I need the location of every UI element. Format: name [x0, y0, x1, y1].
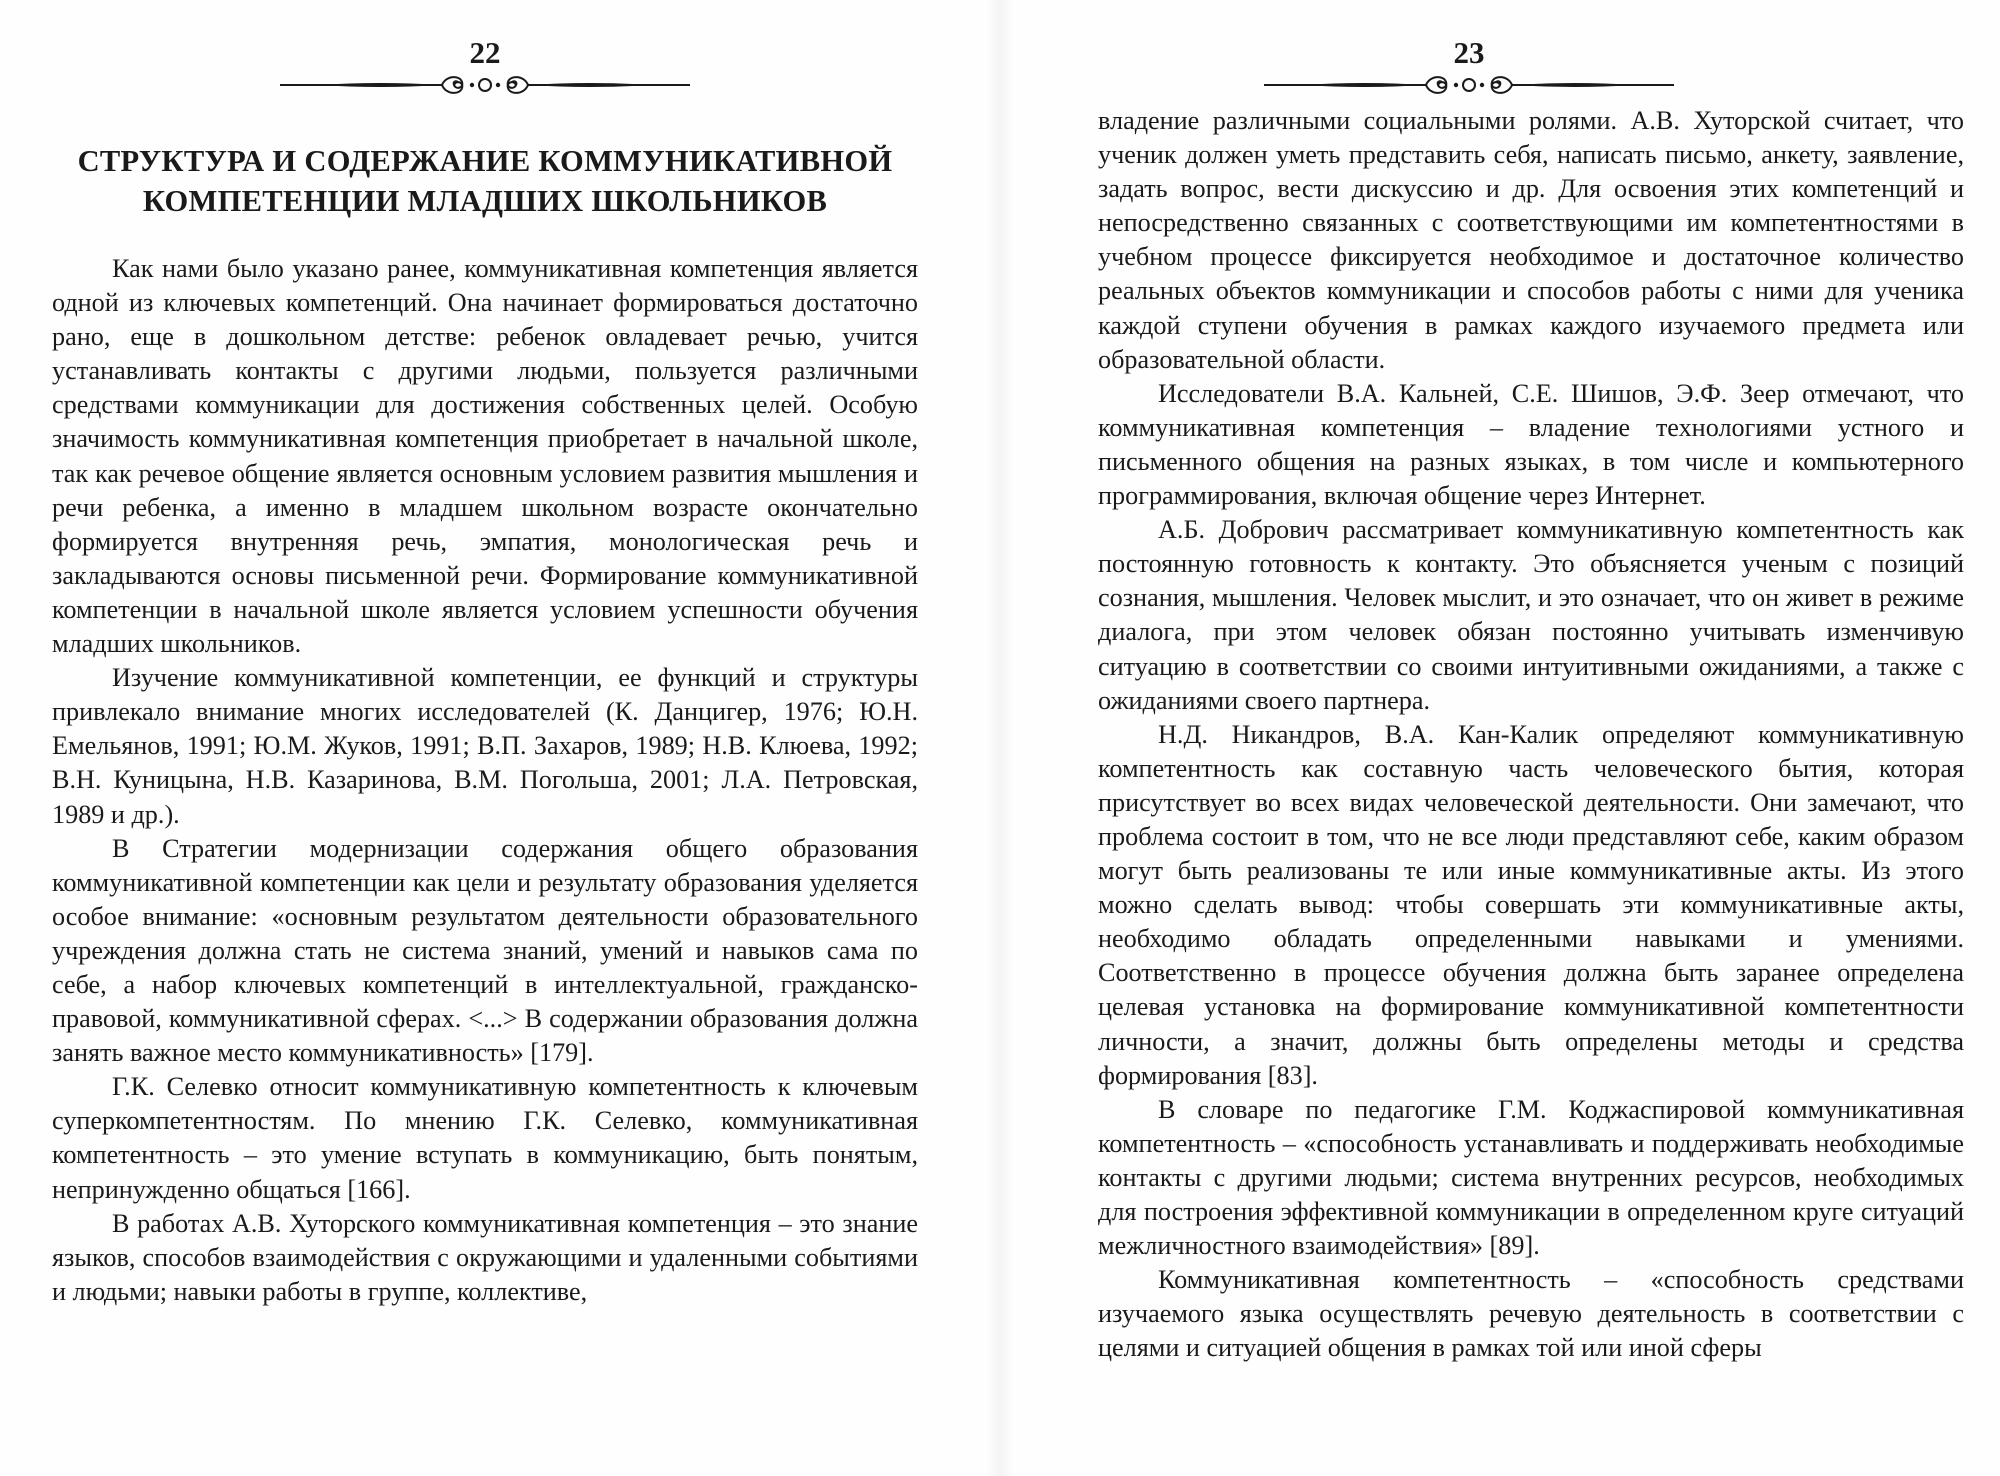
paragraph: А.Б. Добрович рассматривает коммуникативную компетентность как постоянную готовность к контакту. Это объясняется ученым с позиций сознания, мышления. Человек мыслит, и это означает, что он живет в режиме диалога, при этом человек обязан постоянно учитывать изменчивую ситуацию в соответствии со своими интуитивными ожиданиями, а также с ожиданиями своего партнера. [1098, 515, 1964, 715]
paragraph: Как нами было указано ранее, коммуникативная компетенция является одной из ключевых компетенций. Она начинает формироваться достаточно рано, еще в дошкольном детстве: ребенок овладевает речью, учится устанавливать контакты с другими людьми, пользуется различными средствами коммуникации для достижения собственных целей. Особую значимость коммуникативная компетенция приобретает в начальной школе, так как речевое общение является основным условием развития мышления и речи ребенка, а именно в младшем школьном возрасте окончательно формируется внутренняя речь, эмпатия, монологическая речь и закладываются основы письменной речи. Формирование коммуникативной компетенции в начальной школе является условием успешности обучения младших школьников. [52, 254, 918, 659]
right-body-text [1098, 104, 1964, 1365]
paragraph: Изучение коммуникативной компетенции, ее функций и структуры привлекало внимание многих исследователей (К. Данцигер, 1976; Ю.Н. Емельянов, 1991; Ю.М. Жуков, 1991; В.П. Захаров, 1989; Н.В. Клюева, 1992; В.Н. Куницына, Н.В. Казаринова, В.М. Погольша, 2001; Л.А. Петровская, 1989 и др.). [52, 663, 918, 829]
paragraph: В Стратегии модернизации содержания общего образования коммуникативной компетенции как цели и результату образования уделяется особое внимание: «основным результатом деятельности образовательного учреждения должна стать не система знаний, умений и навыков сама по себе, а набор ключевых компетенций в интеллектуальной, гражданско-правовой, коммуникативной сферах. <...> В содержании образования должна занять важное место коммуникативность» [179]. [52, 833, 918, 1068]
right-ornament-icon [1264, 72, 1674, 98]
right-page [1098, 0, 1964, 1476]
paragraph: В словаре по педагогике Г.М. Коджаспировой коммуникативная компетентность – «способность устанавливать и поддерживать необходимые контакты с другими людьми; система внутренних ресурсов, необходимых для построения эффективной коммуникации в определенном круге ситуаций межличностного взаимодействия» [89]. [1098, 1094, 1964, 1261]
paragraph: Г.К. Селевко относит коммуникативную компетентность к ключевым суперкомпетентностям. По мнению Г.К. Селевко, коммуникативная компетентность – это умение вступать в коммуникацию, быть понятым, непринужденно общаться [166]. [52, 1072, 918, 1204]
book-gutter [986, 0, 1014, 1476]
left-body-text [52, 252, 918, 1309]
paragraph: владение различными социальными ролями. А.В. Хуторской считает, что ученик должен уметь представить себя, написать письмо, анкету, заявление, задать вопрос, вести дискуссию и др. Для освоения этих компетенций и непосредственно связанных с соответствующими им компетентностями в учебном процессе фиксируется необходимое и достаточное количество реальных объектов коммуникации и способов работы с ними для ученика каждой ступени обучения в рамках каждого изучаемого предмета или образовательной области. [1098, 106, 1964, 374]
paragraph: В работах А.В. Хуторского коммуникативная компетенция – это знание языков, способов взаимодействия с окружающими и удаленными событиями и людьми; навыки работы в группе, коллективе, [52, 1208, 918, 1306]
chapter-heading [52, 141, 918, 221]
left-page [52, 0, 918, 1476]
heading-line: СТРУКТУРА И СОДЕРЖАНИЕ КОММУНИКАТИВНОЙ [77, 144, 893, 178]
left-ornament-icon [280, 72, 690, 98]
paragraph: Коммуникативная компетентность – «способность средствами изучаемого языка осуществлять речевую деятельность в соответствии с целями и ситуацией общения в рамках той или иной сферы [1098, 1265, 1964, 1363]
left-page-number: 22 [469, 35, 501, 70]
paragraph: Н.Д. Никандров, В.А. Кан-Калик определяют коммуникативную компетентность как составную часть человеческого бытия, которая присутствует во всех видах человеческой деятельности. Они замечают, что проблема состоит в том, что не все люди представляют себе, каким образом могут быть реализованы те или иные коммуникативные акты. Из этого можно сделать вывод: чтобы совершать эти коммуникативные акты, необходимо обладать определенными навыками и умениями. Соответственно в процессе обучения должна быть заранее определена целевая установка на формирование коммуникативной компетентности личности, а значит, должны быть определены методы и средства формирования [83]. [1098, 719, 1964, 1090]
paragraph: Исследователи В.А. Кальней, С.Е. Шишов, Э.Ф. Зеер отмечают, что коммуникативная компетенция – владение технологиями устного и письменного общения на разных языках, в том числе и компьютерного программирования, включая общение через Интернет. [1098, 378, 1964, 511]
right-page-number: 23 [1453, 35, 1485, 70]
right-page-header [1264, 36, 1674, 98]
left-page-header [280, 36, 690, 98]
heading-line: КОМПЕТЕНЦИИ МЛАДШИХ ШКОЛЬНИКОВ [142, 184, 828, 218]
